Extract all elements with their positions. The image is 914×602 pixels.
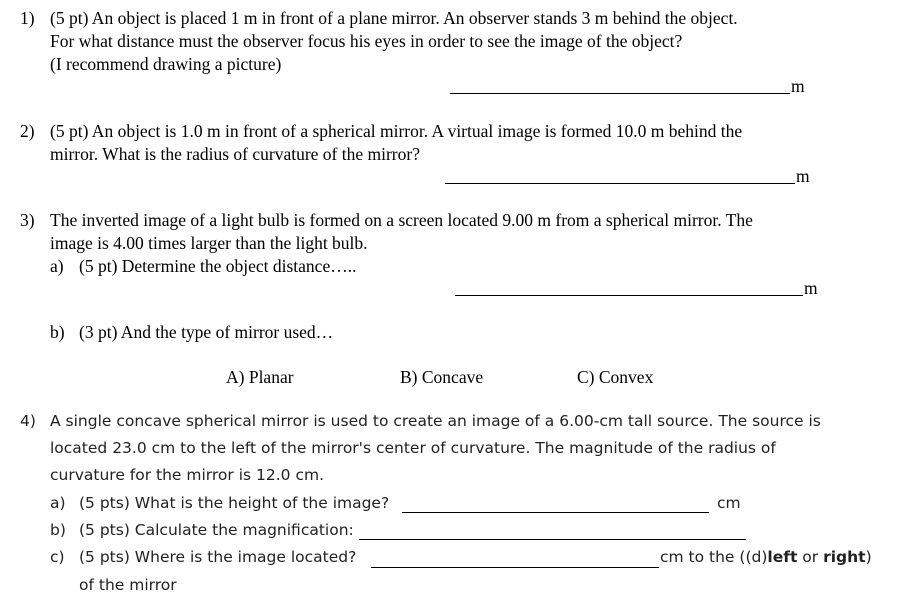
q4-text-line2: located 23.0 cm to the left of the mirror's center of curvature. The magnitude of the radius of <box>50 439 776 457</box>
choice-planar[interactable]: A) Planar <box>226 367 294 387</box>
q2-text-line1: (5 pt) An object is 1.0 m in front of a spherical mirror. A virtual image is formed 10.0 m behind the <box>50 121 743 141</box>
q4-text-line1: A single concave spherical mirror is used to create an image of a 6.00-cm tall source. The source is <box>50 412 821 430</box>
q4c-or: or <box>797 548 824 566</box>
q1-text-line3: (I recommend drawing a picture) <box>50 54 282 74</box>
q3a-answer-line[interactable] <box>455 295 803 296</box>
q4a-label: a) <box>50 494 66 512</box>
q3b-text: (3 pt) And the type of mirror used… <box>79 322 334 342</box>
q1-text-line1: (5 pt) An object is placed 1 m in front of a plane mirror. An observer stands 3 m behind the object. <box>50 8 738 28</box>
q3a-text: (5 pt) Determine the object distance….. <box>79 256 357 276</box>
q1-unit: m <box>791 76 805 96</box>
q4c-text-line2: of the mirror <box>79 576 177 594</box>
q3-text-line1: The inverted image of a light bulb is formed on a screen located 9.00 m from a spherical mirror. The <box>50 210 753 230</box>
q4-text-line3: curvature for the mirror is 12.0 cm. <box>50 466 325 484</box>
q3-number: 3) <box>20 210 35 230</box>
q4c-close: ) <box>865 548 872 566</box>
q4c-suffix-text: cm to the ((d) <box>660 548 768 566</box>
q3b-label: b) <box>50 322 65 342</box>
q2-answer-line[interactable] <box>445 183 795 184</box>
choice-right[interactable]: right <box>823 548 866 566</box>
q4a-unit: cm <box>717 494 741 512</box>
q4c-suffix <box>660 548 872 566</box>
q3-text-line2: image is 4.00 times larger than the light bulb. <box>50 233 368 253</box>
q2-text-line2: mirror. What is the radius of curvature of the mirror? <box>50 144 420 164</box>
q3a-unit: m <box>804 278 818 298</box>
q1-number: 1) <box>20 8 35 28</box>
choice-left[interactable]: left <box>767 548 798 566</box>
q4c-label: c) <box>50 548 65 566</box>
choice-convex[interactable]: C) Convex <box>577 367 654 387</box>
q4b-label: b) <box>50 521 66 539</box>
q2-number: 2) <box>20 121 35 141</box>
q4c-text: (5 pts) Where is the image located? <box>79 548 357 566</box>
q4b-answer-line[interactable] <box>359 539 746 540</box>
q1-text-line2: For what distance must the observer focus his eyes in order to see the image of the object? <box>50 31 683 51</box>
q4a-text: (5 pts) What is the height of the image? <box>79 494 390 512</box>
q4-number: 4) <box>20 412 36 430</box>
q4c-answer-line[interactable] <box>371 567 659 568</box>
q2-unit: m <box>796 166 810 186</box>
q4b-text: (5 pts) Calculate the magnification: <box>79 521 354 539</box>
q1-answer-line[interactable] <box>450 93 790 94</box>
choice-concave[interactable]: B) Concave <box>400 367 484 387</box>
q4a-answer-line[interactable] <box>402 512 709 513</box>
q3a-label: a) <box>50 256 64 276</box>
